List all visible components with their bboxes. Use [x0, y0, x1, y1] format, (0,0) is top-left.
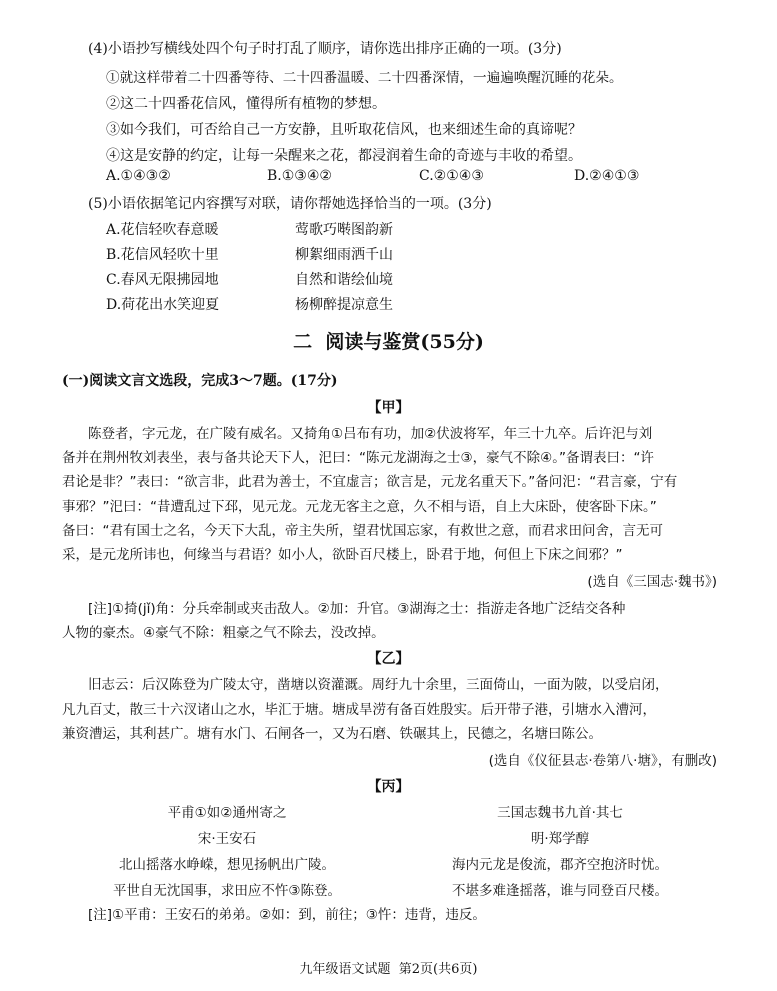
section-title: 二 阅读与鉴赏(55分): [293, 331, 484, 353]
yi-source: (选自《仪征县志·卷第八·塘》，有删改): [488, 753, 717, 769]
jia-line-1: 陈登者，字元龙，在广陵有威名。又掎角①吕布有功，加②伏波将军，年三十九卒。后许汜与刘: [88, 426, 653, 442]
poem2-author: 明·郑学醇: [530, 831, 590, 847]
jia-source: (选自《三国志·魏书》): [587, 574, 717, 590]
q5-option-a-left: A.花信轻吹春意暖: [106, 222, 219, 238]
q5-option-d-left: D.荷花出水笑迎夏: [106, 297, 220, 313]
jia-line-6: 采，是元龙所讳也，何缘当与君语？如小人，欲卧百尺楼上，卧君于地，何但上下床之间邪？”: [62, 547, 623, 563]
jia-line-4: 事邪？”汜曰：“昔遭乱过下邳，见元龙。元龙无客主之意，久不相与语，自上大床卧，使客卧下床。”: [62, 499, 657, 515]
yi-label: 【乙】: [367, 651, 410, 667]
part1-heading: (一)阅读文言文选段，完成3～7题。(17分): [62, 373, 338, 389]
bing-label: 【丙】: [367, 779, 410, 795]
jia-label: 【甲】: [367, 400, 410, 416]
poem1-line-2: 平世自无沈国事，求田应不忤③陈登。: [112, 883, 342, 899]
poem1-title: 平甫①如②通州寄之: [167, 805, 287, 821]
q5-option-c-right: 自然和谐绘仙境: [295, 272, 393, 288]
jia-line-5: 备曰：“君有国士之名，今天下大乱，帝主失所，望君忧国忘家，有救世之意，而君求田问舍，言无可: [62, 523, 663, 539]
yi-line-2: 凡九百丈，散三十六汊诸山之水，毕汇于塘。塘成旱涝有备百姓殷实。后开带子港，引塘水入漕河，: [62, 702, 656, 718]
poem2-line-1: 海内元龙是俊流，郡齐空抱济时忧。: [452, 857, 668, 873]
bing-note: [注]①平甫：王安石的弟弟。②如：到，前往；③忤：违背，违反。: [88, 907, 486, 923]
q5-option-c-left: C.春风无限拂园地: [106, 272, 219, 288]
q4-sentence-2: ②这二十四番花信风，懂得所有植物的梦想。: [106, 96, 386, 112]
jia-line-3: 君论是非？”表曰：“欲言非，此君为善士，不宜虚言；欲言是，元龙名重天下。”备问汜：“君言豪，宁有: [62, 474, 678, 490]
q4-option-a: A.①④③②: [106, 168, 171, 184]
poem2-line-2: 不堪多难逢摇落，谁与同登百尺楼。: [452, 883, 668, 899]
yi-line-3: 兼资漕运，其利甚广。塘有水门、石闸各一，又为石磨、铁碾其上，民德之，名塘曰陈公。: [62, 726, 602, 742]
yi-line-1: 旧志云：后汉陈登为广陵太守，凿塘以资灌溉。周纡九十余里，三面倚山，一面为陂，以受启闭，: [88, 677, 669, 693]
q4-stem: (4)小语抄写横线处四个句子时打乱了顺序，请你选出排序正确的一项。(3分): [88, 41, 562, 57]
jia-note-2: 人物的豪杰。④豪气不除：粗豪之气不除去，没改掉。: [62, 625, 385, 641]
q5-option-a-right: 莺歌巧啭图韵新: [295, 222, 393, 238]
q5-stem: (5)小语依据笔记内容撰写对联，请你帮她选择恰当的一项。(3分): [88, 196, 492, 212]
q5-option-b-right: 柳絮细雨洒千山: [295, 247, 393, 263]
poem1-line-1: 北山摇落水峥嵘，想见扬帆出广陵。: [119, 857, 335, 873]
page-footer: 九年级语文试题 第2页(共6页): [299, 962, 478, 977]
jia-line-2: 备并在荆州牧刘表坐，表与备共论天下人，汜曰：“陈元龙湖海之士③，豪气不除④。”备谓表曰：“许: [62, 450, 654, 466]
q5-option-d-right: 杨柳醉提凉意生: [295, 297, 393, 313]
q4-option-c: C.②①④③: [419, 168, 484, 184]
q4-sentence-1: ①就这样带着二十四番等待、二十四番温暖、二十四番深情，一遍遍唤醒沉睡的花朵。: [106, 70, 623, 86]
q4-sentence-3: ③如今我们，可否给自己一方安静，且听取花信风，也来细述生命的真谛呢？: [106, 122, 582, 138]
poem1-author: 宋·王安石: [197, 831, 257, 847]
q4-option-d: D.②④①③: [574, 168, 640, 184]
poem2-title: 三国志魏书九首·其七: [497, 805, 623, 821]
q4-option-b: B.①③④②: [267, 168, 332, 184]
jia-note-1: [注]①掎(jǐ)角：分兵牵制或夹击敌人。②加：升官。③湖海之士：指游走各地广泛结交各种: [88, 601, 626, 617]
q5-option-b-left: B.花信风轻吹十里: [106, 247, 219, 263]
q4-sentence-4: ④这是安静的约定，让每一朵醒来之花，都浸润着生命的奇迹与丰收的希望。: [106, 148, 582, 164]
